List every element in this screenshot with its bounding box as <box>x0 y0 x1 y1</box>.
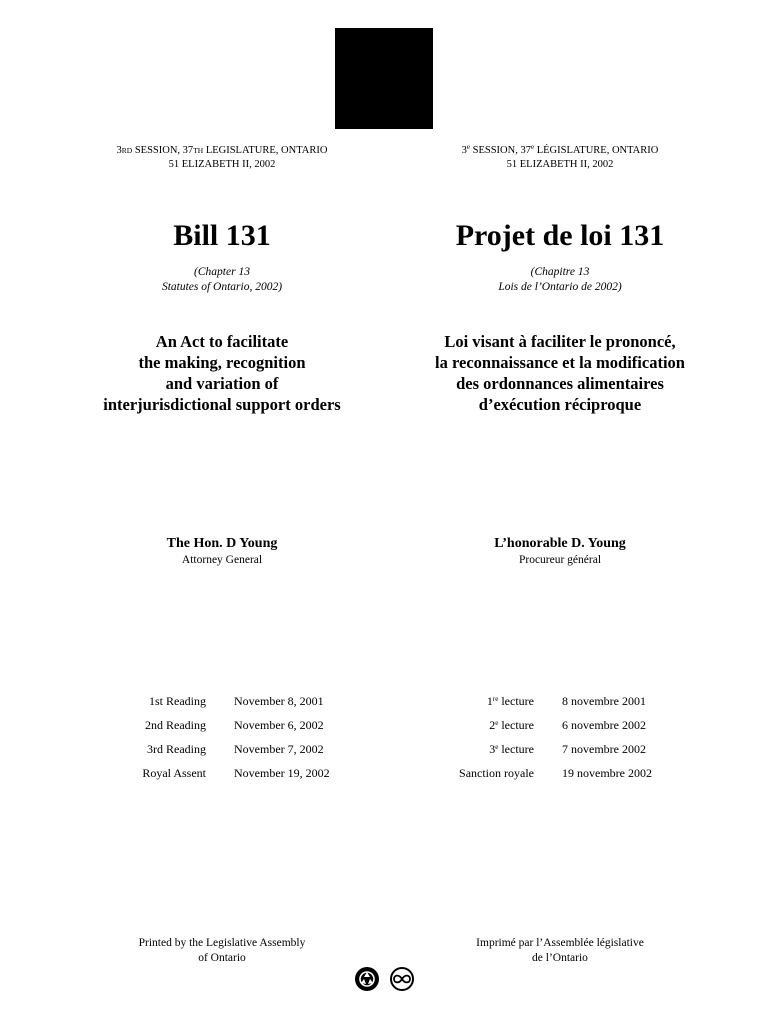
act-title-line: des ordonnances alimentaires <box>456 374 664 393</box>
reading-label: 2nd Reading <box>145 718 206 732</box>
member-name-en: The Hon. D Young <box>166 536 278 551</box>
chapter-number-en: (Chapter 13 <box>194 266 250 278</box>
member-fr <box>350 536 770 568</box>
reading-date: 19 novembre 2002 <box>562 766 652 780</box>
member-name-fr: L’honorable D. Young <box>494 536 626 551</box>
reading-row <box>0 742 380 766</box>
coat-of-arms-icon <box>335 28 433 129</box>
statutes-fr: Lois de l’Ontario de 2002) <box>498 281 622 293</box>
paper-logos <box>355 967 417 995</box>
reading-date: November 8, 2001 <box>234 694 324 708</box>
readings-table-en <box>0 694 380 790</box>
reading-row <box>0 694 380 718</box>
reading-row <box>0 766 380 790</box>
recycled-paper-icon <box>355 967 379 991</box>
act-title-line: An Act to facilitate <box>155 332 289 351</box>
permanent-paper-infinity-icon <box>390 967 414 991</box>
reading-label: 3rd Reading <box>147 742 206 756</box>
reading-label: Royal Assent <box>142 766 206 780</box>
reading-row <box>400 694 770 718</box>
readings-table-fr <box>400 694 770 790</box>
reading-label: Sanction royale <box>459 766 534 780</box>
session-line-fr: 3e SESSION, 37e LÉGISLATURE, ONTARIO <box>461 143 659 156</box>
session-line-en: 3RD SESSION, 37TH LEGISLATURE, ONTARIO <box>116 145 328 156</box>
act-title-line: the making, recognition <box>138 353 306 372</box>
act-title-line: Loi visant à faciliter le prononcé, <box>444 332 676 351</box>
member-role-en: Attorney General <box>181 554 263 566</box>
chapter-number-fr: (Chapitre 13 <box>530 266 590 278</box>
reading-date: 7 novembre 2002 <box>562 742 646 756</box>
reading-label: 3e lecture <box>489 742 534 756</box>
bill-title-fr: Projet de loi 131 <box>455 219 665 252</box>
reading-label: 2e lecture <box>489 718 534 732</box>
reading-row <box>400 742 770 766</box>
printer-line: de l’Ontario <box>532 952 588 964</box>
regnal-year-fr: 51 ELIZABETH II, 2002 <box>506 159 614 170</box>
reading-row <box>0 718 380 742</box>
statutes-en: Statutes of Ontario, 2002) <box>161 281 283 293</box>
act-title-fr <box>350 331 770 415</box>
reading-date: 8 novembre 2001 <box>562 694 646 708</box>
printer-line: Imprimé par l’Assemblée législative <box>476 937 644 949</box>
reading-date: November 6, 2002 <box>234 718 324 732</box>
reading-row <box>400 766 770 790</box>
member-role-fr: Procureur général <box>518 554 602 566</box>
regnal-year-en: 51 ELIZABETH II, 2002 <box>168 159 276 170</box>
bill-title-en: Bill 131 <box>173 219 271 252</box>
chapter-fr <box>350 265 770 295</box>
act-title-line: d’exécution réciproque <box>478 395 642 414</box>
act-title-line: interjurisdictional support orders <box>103 395 341 414</box>
session-header-fr <box>350 144 770 172</box>
printer-fr <box>350 936 770 966</box>
reading-date: 6 novembre 2002 <box>562 718 646 732</box>
reading-row <box>400 718 770 742</box>
act-title-line: and variation of <box>165 374 279 393</box>
printer-line: Printed by the Legislative Assembly <box>138 937 306 949</box>
printer-line: of Ontario <box>198 952 246 964</box>
reading-date: November 7, 2002 <box>234 742 324 756</box>
reading-date: November 19, 2002 <box>234 766 330 780</box>
act-title-line: la reconnaissance et la modification <box>435 353 685 372</box>
reading-label: 1re lecture <box>486 694 534 708</box>
reading-label: 1st Reading <box>149 694 206 708</box>
